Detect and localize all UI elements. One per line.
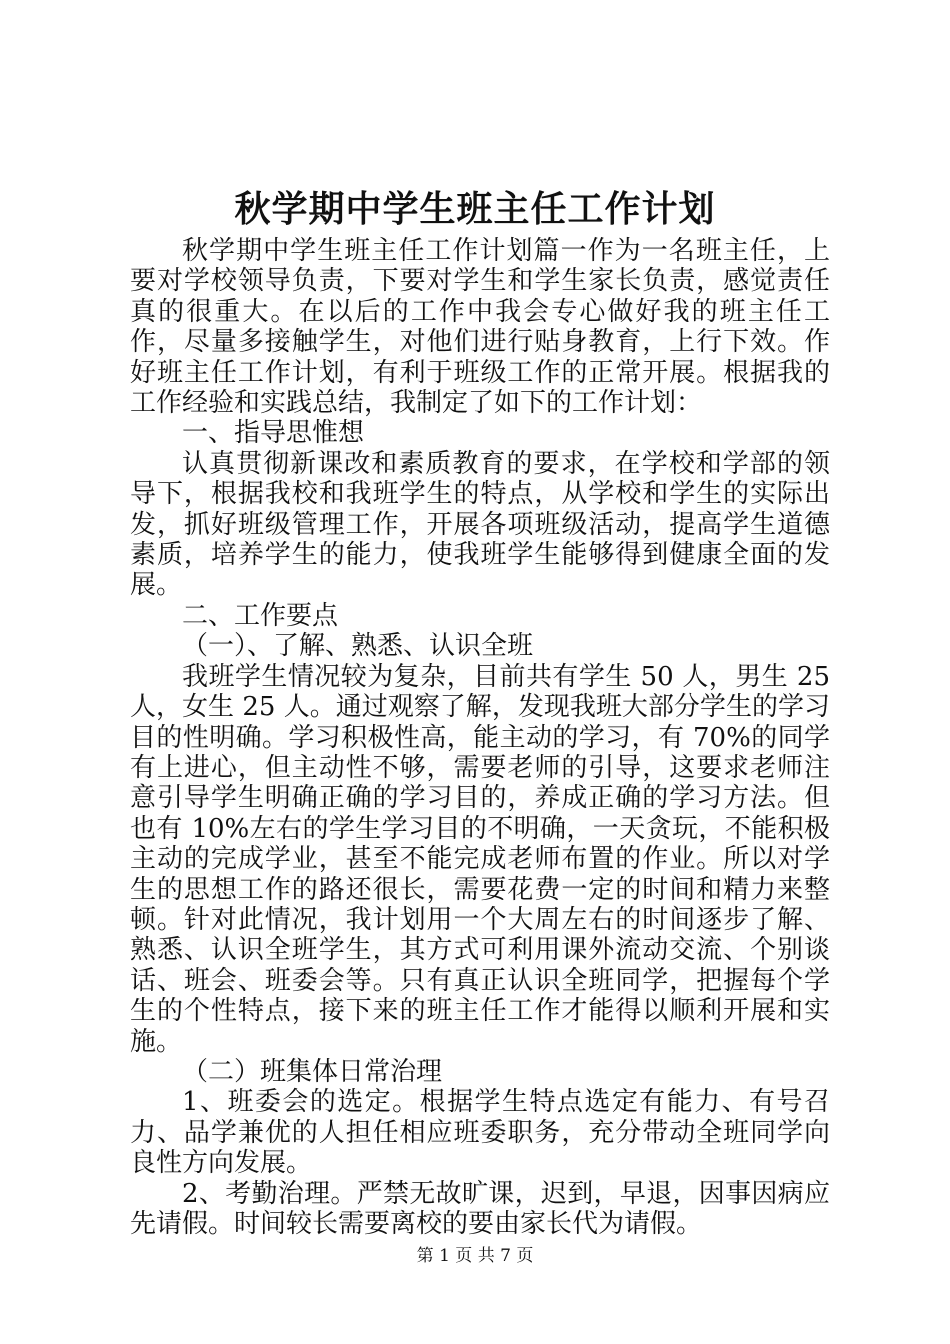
page-footer: 第 1 页 共 7 页 [416,1246,534,1266]
subsection-heading-know-class: （一）、了解、熟悉、认识全班 [182,631,534,662]
document-title: 秋学期中学生班主任工作计划 [234,189,716,230]
section-heading-work-points: 二、工作要点 [182,600,339,631]
paragraph-class-situation: 我班学生情况较为复杂，目前共有学生 50 人，男生 25 人，女生 25 人。通过观察了解，发现我班大部分学生的学习目的性明确。学习积极性高，能主动的学习，有 70%的同学有上进心，但主动性不够，需要老师的引导，这要求老师注意引导学生明确正确的学习目的，养成正确的学习方法。但也有 10%左右的学生学习目的不明确，一天贪玩，不能积极主动的完成学业，甚至不能完成老师布置的作业。所以对学生的思想工作的路还很长，需要花费一定的时间和精力来整顿。针对此情况，我计划用一个大周左右的时间逐步了解、熟悉、认识全班学生，其方式可利用课外流动交流、个别谈话、班会、班委会等。只有真正认识全班同学，把握每个学生的个性特点，接下来的班主任工作才能得以顺利开展和实施。 [130,661,830,1057]
subsection-heading-daily-management: （二）班集体日常治理 [182,1056,443,1087]
document-body [130,236,830,1239]
section-heading-guiding-thought: 一、指导思惟想 [182,418,365,449]
list-item-attendance: 2、考勤治理。严禁无故旷课，迟到，早退，因事因病应先请假。时间较长需要离校的要由家长代为请假。 [130,1178,830,1239]
paragraph-intro: 秋学期中学生班主任工作计划篇一作为一名班主任，上要对学校领导负责，下要对学生和学生家长负责，感觉责任真的很重大。在以后的工作中我会专心做好我的班主任工作，尽量多接触学生，对他们进行贴身教育，上行下效。作好班主任工作计划，有利于班级工作的正常开展。根据我的工作经验和实践总结，我制定了如下的工作计划： [130,236,830,419]
list-item-class-committee: 1、班委会的选定。根据学生特点选定有能力、有号召力、品学兼优的人担任相应班委职务，充分带动全班同学向良性方向发展。 [130,1087,830,1179]
paragraph-guiding-thought: 认真贯彻新课改和素质教育的要求，在学校和学部的领导下，根据我校和我班学生的特点，从学校和学生的实际出发，抓好班级管理工作，开展各项班级活动，提高学生道德素质，培养学生的能力，使我班学生能够得到健康全面的发展。 [130,448,830,601]
